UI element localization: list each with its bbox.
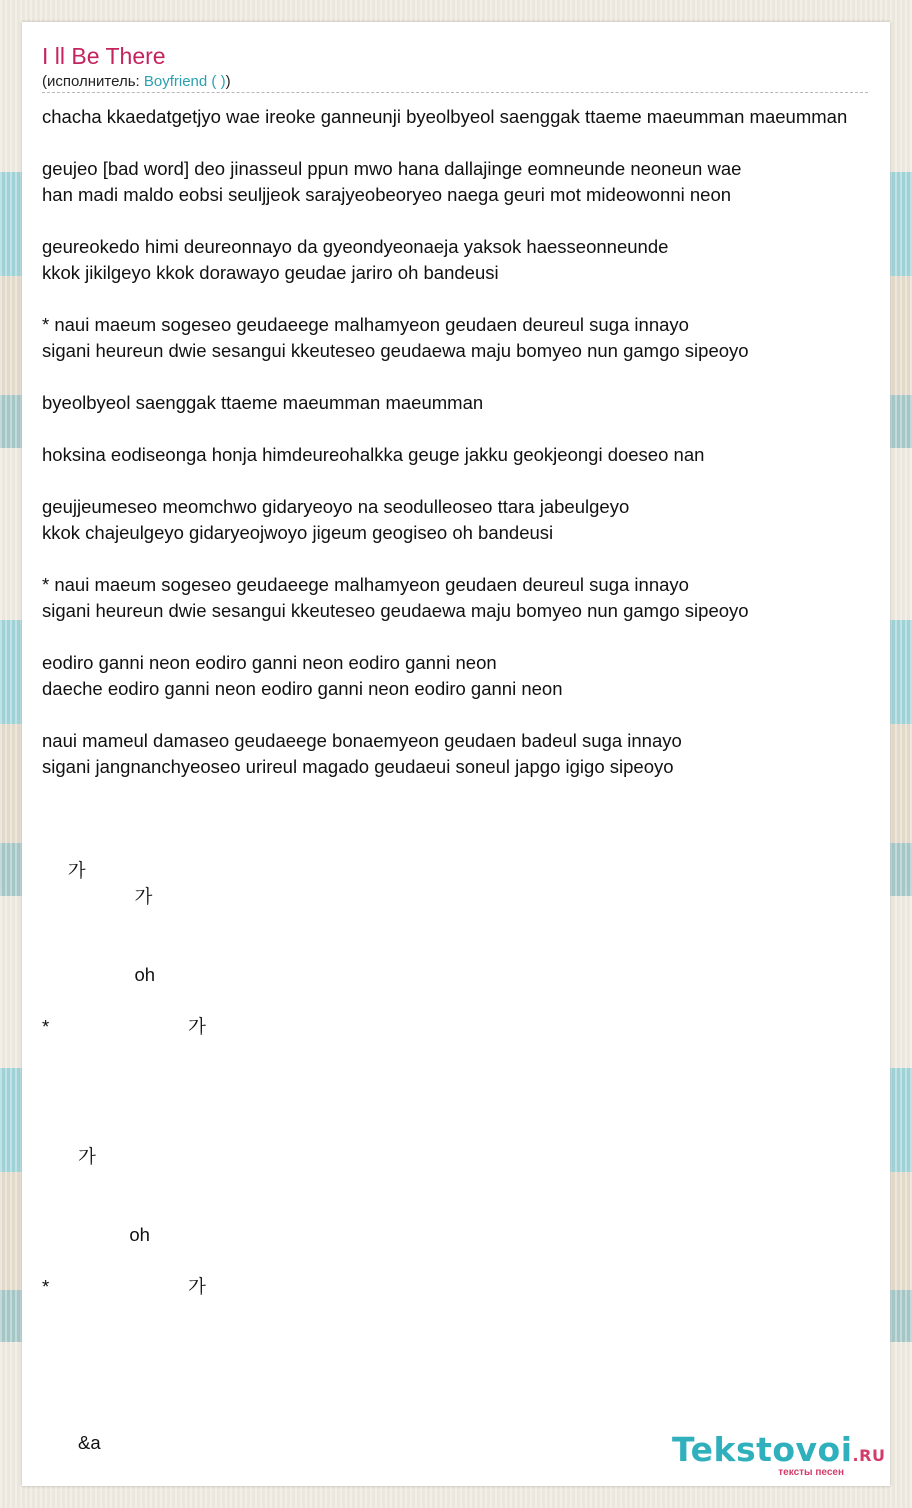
lyric-line [42, 1118, 890, 1144]
lyric-line: sigani jangnanchyeoseo urireul magado geudaeui soneul japgo igigo sipeoyo [42, 756, 674, 777]
lyric-line: &a [42, 1432, 101, 1453]
lyric-line [42, 832, 890, 858]
lyrics-text [42, 104, 890, 1456]
lyric-line [42, 910, 890, 936]
lyric-line [42, 988, 890, 1014]
lyric-line [42, 806, 890, 832]
lyric-line: geujjeumeseo meomchwo gidaryeoyo na seodulleoseo ttara jabeulgeyo [42, 496, 630, 517]
lyric-line [42, 780, 890, 806]
artist-link[interactable]: Boyfriend ( ) [143, 73, 226, 90]
lyric-line [42, 546, 890, 572]
lyric-line: eodiro ganni neon eodiro ganni neon eodiro ganni neon [42, 652, 497, 673]
lyric-line [42, 468, 890, 494]
lyric-line: 가 [42, 886, 153, 907]
lyric-line [42, 1066, 890, 1092]
lyric-line [42, 286, 890, 312]
lyric-line: geureokedo himi deureonnayo da gyeondyeonaeja yaksok haesseonneunde [42, 236, 669, 257]
lyric-line [42, 208, 890, 234]
lyric-line: daeche eodiro ganni neon eodiro ganni neon eodiro ganni neon [42, 678, 563, 699]
artist-prefix: (исполнитель: [42, 73, 144, 90]
artist-line [42, 73, 868, 93]
lyric-line [42, 1404, 890, 1430]
lyric-line: * 가 [42, 1016, 206, 1037]
lyric-line: * 가 [42, 1276, 206, 1297]
lyric-line: han madi maldo eobsi seuljjeok sarajyeobeoryeo naega geuri mot mideowonni neon [42, 184, 732, 205]
lyric-line: kkok chajeulgeyo gidaryeojwoyo jigeum geogiseo oh bandeusi [42, 522, 554, 543]
lyric-line [42, 936, 890, 962]
lyric-line: * naui maeum sogeseo geudaeege malhamyeon geudaen deureul suga innayo [42, 574, 689, 595]
site-logo[interactable] [672, 1430, 886, 1480]
lyrics-page [22, 22, 890, 1486]
lyric-line: oh [42, 964, 156, 985]
lyric-line: kkok jikilgeyo kkok dorawayo geudae jariro oh bandeusi [42, 262, 499, 283]
lyric-line [42, 702, 890, 728]
lyric-line [42, 364, 890, 390]
lyric-line: geujeo [bad word] deo jinasseul ppun mwo hana dallajinge eomneunde neoneun wae [42, 158, 742, 179]
lyric-line [42, 1378, 890, 1404]
lyric-line: 가 [42, 860, 86, 881]
lyric-line [42, 130, 890, 156]
lyric-line: chacha kkaedatgetjyo wae ireoke ganneunji byeolbyeol saenggak ttaeme maeumman maeumman [42, 106, 848, 127]
lyric-line [42, 1352, 890, 1378]
lyric-line [42, 624, 890, 650]
artist-suffix: ) [225, 73, 231, 90]
lyric-line [42, 416, 890, 442]
lyric-line: * naui maeum sogeseo geudaeege malhamyeon geudaen deureul suga innayo [42, 314, 689, 335]
lyric-line [42, 1196, 890, 1222]
lyric-line: sigani heureun dwie sesangui kkeuteseo geudaewa maju bomyeo nun gamgo sipeoyo [42, 600, 749, 621]
lyric-line [42, 1248, 890, 1274]
lyric-line [42, 1092, 890, 1118]
lyric-line [42, 1040, 890, 1066]
logo-name: Tekstovoi [672, 1430, 853, 1469]
lyric-line: 가 [42, 1146, 96, 1167]
lyric-line: byeolbyeol saenggak ttaeme maeumman maeumman [42, 392, 484, 413]
logo-tagline: тексты песен [778, 1467, 844, 1478]
lyric-line [42, 1170, 890, 1196]
lyric-line: hoksina eodiseonga honja himdeureohalkka geuge jakku geokjeongi doeseo nan [42, 444, 705, 465]
lyric-line: sigani heureun dwie sesangui kkeuteseo geudaewa maju bomyeo nun gamgo sipeoyo [42, 340, 749, 361]
lyric-line [42, 1326, 890, 1352]
logo-tld: .RU [852, 1446, 886, 1465]
lyric-line: oh [42, 1224, 150, 1245]
lyric-line: naui mameul damaseo geudaeege bonaemyeon geudaen badeul suga innayo [42, 730, 682, 751]
lyric-line [42, 1300, 890, 1326]
song-title: I ll Be There [42, 43, 166, 69]
